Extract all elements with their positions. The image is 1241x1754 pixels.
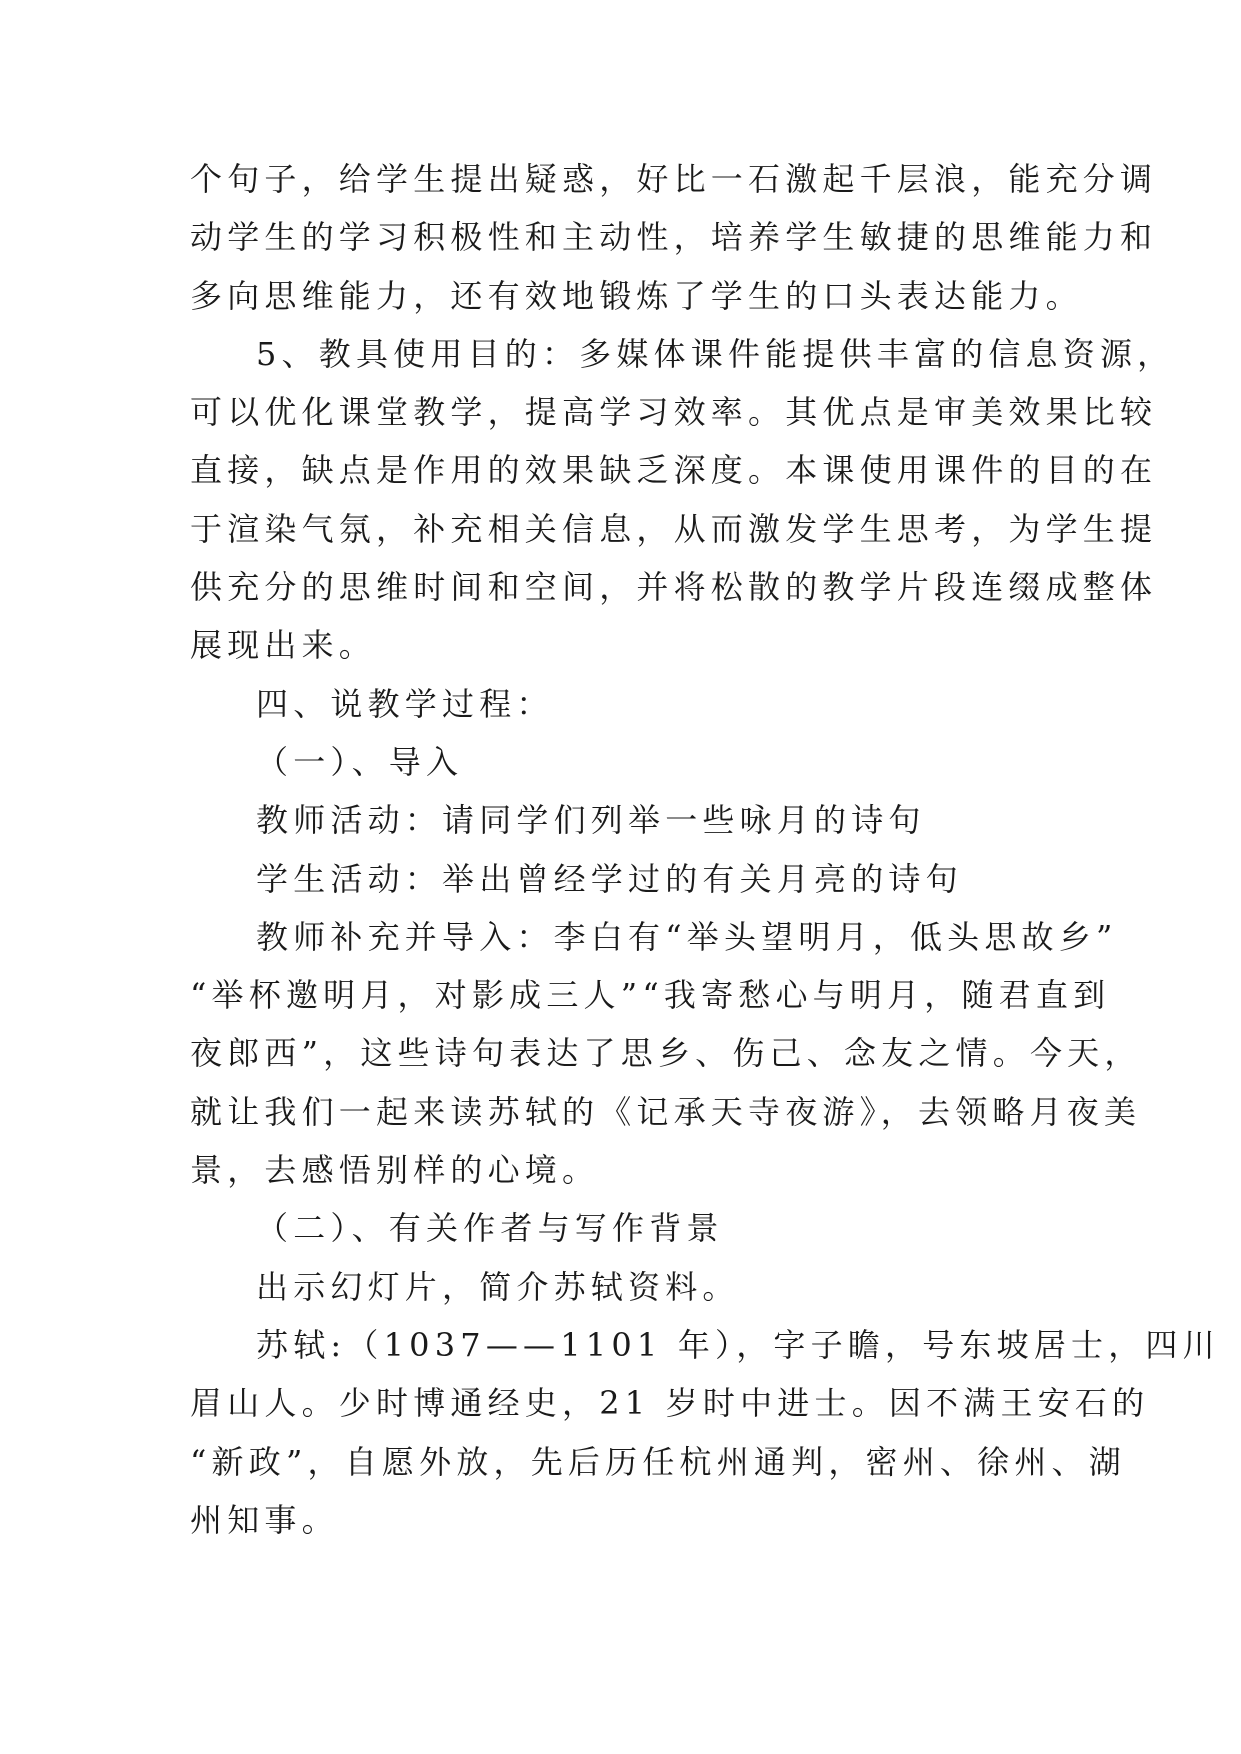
text-line: 展现出来。 <box>190 626 377 665</box>
paragraph-start-line: 教师活动：请同学们列举一些咏月的诗句 <box>256 801 926 840</box>
text-line: 州知事。 <box>190 1500 339 1539</box>
text-line: “举杯邀明月，对影成三人”“我寄愁心与明月，随君直到 <box>190 976 1111 1015</box>
paragraph-start-line: 教师补充并导入：李白有“举头望明月，低头思故乡” <box>256 917 1118 956</box>
text-line: 眉山人。少时博通经史，21 岁时中进士。因不满王安石的 <box>190 1384 1150 1423</box>
text-line: 景，去感悟别样的心境。 <box>190 1151 600 1190</box>
subsection-heading: （一）、导入 <box>256 742 464 781</box>
paragraph-start-line: 5、教具使用目的：多媒体课件能提供丰富的信息资源， <box>256 334 1175 373</box>
text-line: 供充分的思维时间和空间，并将松散的教学片段连缀成整体 <box>190 568 1158 607</box>
paragraph-start-line: 学生活动：举出曾经学过的有关月亮的诗句 <box>256 859 963 898</box>
text-line: 于渲染气氛，补充相关信息，从而激发学生思考，为学生提 <box>190 509 1158 548</box>
text-line: 多向思维能力，还有效地锻炼了学生的口头表达能力。 <box>190 276 1083 315</box>
text-line: 动学生的学习积极性和主动性，培养学生敏捷的思维能力和 <box>190 218 1158 257</box>
document-body <box>190 150 1220 1549</box>
text-line: 就让我们一起来读苏轼的《记承天寺夜游》，去领略月夜美 <box>190 1092 1142 1131</box>
text-line: 个句子，给学生提出疑惑，好比一石激起千层浪，能充分调 <box>190 160 1158 198</box>
text-line: “新政”，自愿外放，先后历任杭州通判，密州、徐州、湖 <box>190 1442 1126 1481</box>
paragraph-start-line: 苏轼:（1037——1101 年），字子瞻，号东坡居士，四川 <box>256 1325 1220 1364</box>
subsection-heading: （二）、有关作者与写作背景 <box>256 1209 724 1248</box>
text-line: 夜郎西”，这些诗句表达了思乡、伤己、念友之情。今天， <box>190 1034 1142 1073</box>
section-heading: 四、说教学过程： <box>256 684 554 723</box>
text-line: 可以优化课堂教学，提高学习效率。其优点是审美效果比较 <box>190 393 1158 432</box>
paragraph-start-line: 出示幻灯片，简介苏轼资料。 <box>256 1267 740 1306</box>
text-line: 直接，缺点是作用的效果缺乏深度。本课使用课件的目的在 <box>190 451 1158 490</box>
